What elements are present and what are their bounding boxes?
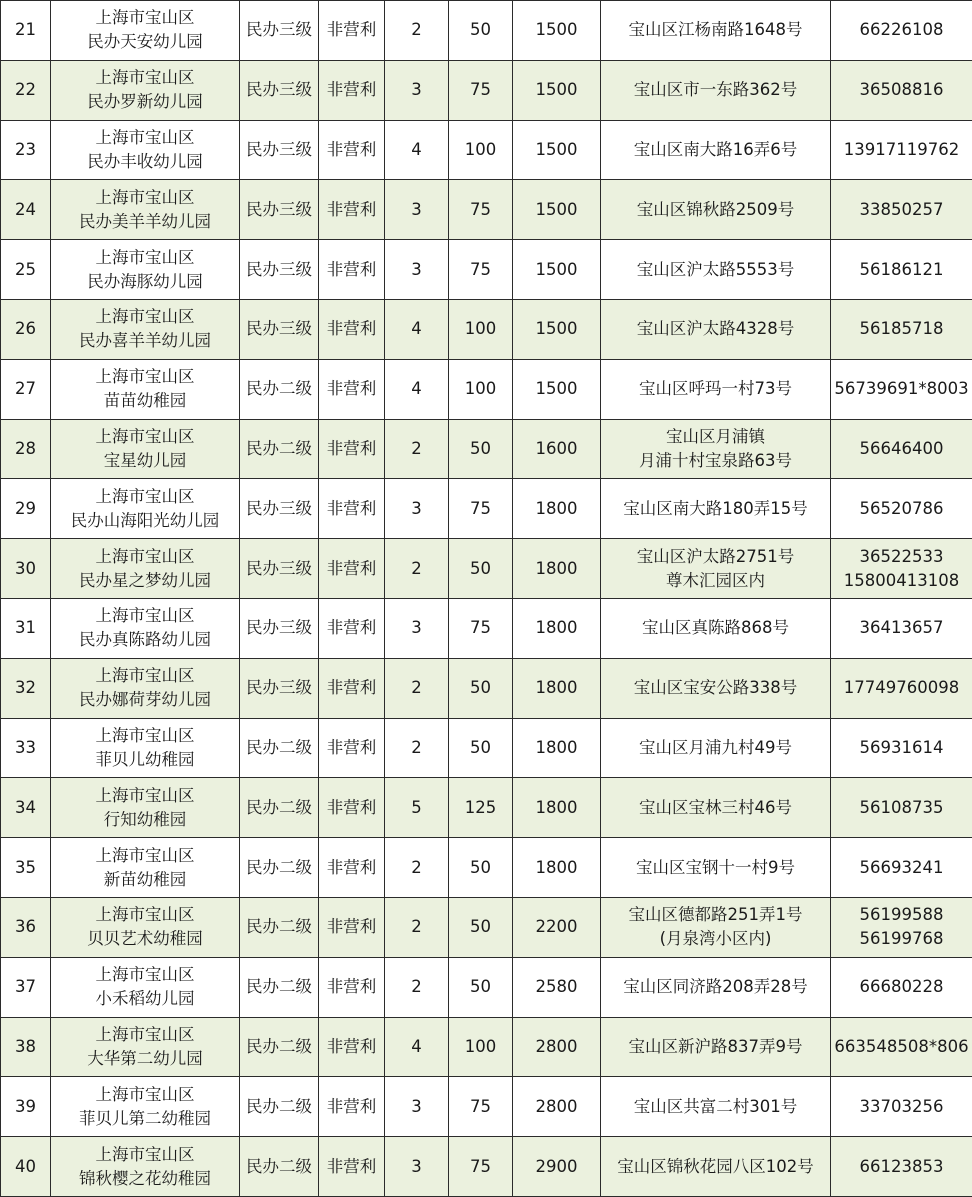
kindergarten-name-cell [51, 299, 240, 359]
table-row [1, 539, 972, 599]
kindergarten-name-cell [51, 838, 240, 898]
enrollment-capacity-cell: 50 [449, 658, 513, 718]
school-level-cell: 民办二级 [240, 838, 319, 898]
table-row [1, 1137, 972, 1197]
table-row [1, 897, 972, 957]
phone-line: 56185718 [859, 319, 944, 339]
phone-cell [831, 897, 972, 957]
school-level-cell: 民办三级 [240, 180, 319, 240]
phone-cell [831, 658, 972, 718]
school-level-cell: 民办二级 [240, 897, 319, 957]
kindergarten-name-line: 上海市宝山区 [95, 1144, 195, 1164]
address-line: 宝山区宝林三村46号 [639, 797, 792, 817]
phone-line: 56108735 [859, 797, 944, 817]
row-number-cell: 38 [1, 1017, 51, 1077]
table-row [1, 598, 972, 658]
school-level-cell: 民办二级 [240, 1077, 319, 1137]
class-count-cell: 4 [385, 1017, 449, 1077]
phone-line: 56693241 [859, 857, 944, 877]
kindergarten-name-line: 锦秋樱之花幼稚园 [79, 1168, 211, 1188]
kindergarten-name-line: 民办海豚幼儿园 [87, 271, 203, 291]
profit-type-cell: 非营利 [319, 120, 385, 180]
kindergarten-name-line: 民办罗新幼儿园 [87, 92, 203, 112]
class-count-cell: 2 [385, 1, 449, 61]
kindergarten-name-cell [51, 60, 240, 120]
kindergarten-name-line: 上海市宝山区 [95, 725, 195, 745]
enrollment-capacity-cell: 50 [449, 718, 513, 778]
address-cell [601, 180, 831, 240]
monthly-fee-cell: 1500 [513, 60, 601, 120]
enrollment-capacity-cell: 50 [449, 897, 513, 957]
address-line: 宝山区呼玛一村73号 [639, 379, 792, 399]
kindergarten-name-cell [51, 658, 240, 718]
profit-type-cell: 非营利 [319, 838, 385, 898]
school-level-cell: 民办二级 [240, 1137, 319, 1197]
kindergarten-name-line: 上海市宝山区 [95, 845, 195, 865]
class-count-cell: 3 [385, 180, 449, 240]
phone-line: 66123853 [859, 1156, 944, 1176]
address-cell [601, 718, 831, 778]
address-line: 宝山区南大路16弄6号 [633, 139, 798, 159]
kindergarten-name-line: 上海市宝山区 [95, 307, 195, 327]
table-row [1, 60, 972, 120]
address-cell [601, 658, 831, 718]
class-count-cell: 3 [385, 60, 449, 120]
profit-type-cell: 非营利 [319, 299, 385, 359]
class-count-cell: 2 [385, 539, 449, 599]
address-cell [601, 1, 831, 61]
kindergarten-name-line: 上海市宝山区 [95, 785, 195, 805]
monthly-fee-cell: 1600 [513, 419, 601, 479]
phone-line: 56199768 [859, 929, 944, 949]
class-count-cell: 2 [385, 957, 449, 1017]
monthly-fee-cell: 1800 [513, 479, 601, 539]
row-number-cell: 35 [1, 838, 51, 898]
school-level-cell: 民办三级 [240, 1, 319, 61]
row-number-cell: 28 [1, 419, 51, 479]
profit-type-cell: 非营利 [319, 539, 385, 599]
phone-cell [831, 1, 972, 61]
class-count-cell: 3 [385, 598, 449, 658]
kindergarten-name-line: 上海市宝山区 [95, 1084, 195, 1104]
enrollment-capacity-cell: 125 [449, 778, 513, 838]
monthly-fee-cell: 1500 [513, 240, 601, 300]
profit-type-cell: 非营利 [319, 60, 385, 120]
profit-type-cell: 非营利 [319, 1137, 385, 1197]
address-line: 宝山区月浦九村49号 [639, 737, 792, 757]
monthly-fee-cell: 1500 [513, 1, 601, 61]
phone-line: 36508816 [859, 80, 944, 100]
kindergarten-name-line: 上海市宝山区 [95, 1024, 195, 1044]
kindergarten-name-line: 上海市宝山区 [95, 187, 195, 207]
phone-line: 56520786 [859, 498, 944, 518]
monthly-fee-cell: 1500 [513, 359, 601, 419]
class-count-cell: 2 [385, 718, 449, 778]
kindergarten-name-line: 上海市宝山区 [95, 606, 195, 626]
kindergarten-name-line: 民办天安幼儿园 [87, 32, 203, 52]
kindergarten-name-line: 民办美羊羊幼儿园 [79, 211, 211, 231]
row-number-cell: 40 [1, 1137, 51, 1197]
kindergarten-name-line: 民办喜羊羊幼儿园 [79, 331, 211, 351]
address-cell [601, 539, 831, 599]
phone-line: 36413657 [859, 618, 944, 638]
kindergarten-name-cell [51, 778, 240, 838]
table-row [1, 838, 972, 898]
kindergarten-name-cell [51, 240, 240, 300]
kindergarten-name-cell [51, 120, 240, 180]
row-number-cell: 24 [1, 180, 51, 240]
row-number-cell: 39 [1, 1077, 51, 1137]
row-number-cell: 31 [1, 598, 51, 658]
profit-type-cell: 非营利 [319, 897, 385, 957]
phone-line: 56646400 [859, 438, 944, 458]
kindergarten-name-line: 菲贝儿第二幼稚园 [79, 1108, 211, 1128]
row-number-cell: 22 [1, 60, 51, 120]
phone-line: 15800413108 [843, 570, 960, 590]
kindergarten-name-line: 大华第二幼儿园 [87, 1048, 203, 1068]
enrollment-capacity-cell: 100 [449, 1017, 513, 1077]
row-number-cell: 30 [1, 539, 51, 599]
phone-cell [831, 598, 972, 658]
school-level-cell: 民办二级 [240, 718, 319, 778]
monthly-fee-cell: 2800 [513, 1017, 601, 1077]
table-row [1, 658, 972, 718]
kindergarten-name-cell [51, 1137, 240, 1197]
phone-cell [831, 957, 972, 1017]
address-line: 宝山区市一东路362号 [633, 80, 798, 100]
address-cell [601, 419, 831, 479]
enrollment-capacity-cell: 50 [449, 957, 513, 1017]
kindergarten-name-line: 行知幼稚园 [103, 809, 187, 829]
kindergarten-name-line: 民办娜荷芽幼儿园 [79, 690, 211, 710]
monthly-fee-cell: 1800 [513, 838, 601, 898]
monthly-fee-cell: 1800 [513, 778, 601, 838]
address-cell [601, 897, 831, 957]
class-count-cell: 4 [385, 299, 449, 359]
table-row [1, 1077, 972, 1137]
phone-line: 56739691*8003 [834, 379, 969, 399]
table-row [1, 419, 972, 479]
address-cell [601, 1137, 831, 1197]
row-number-cell: 25 [1, 240, 51, 300]
kindergarten-name-line: 小禾稻幼儿园 [95, 989, 195, 1009]
school-level-cell: 民办二级 [240, 359, 319, 419]
phone-line: 56931614 [859, 737, 944, 757]
row-number-cell: 21 [1, 1, 51, 61]
school-level-cell: 民办三级 [240, 479, 319, 539]
school-level-cell: 民办二级 [240, 778, 319, 838]
row-number-cell: 37 [1, 957, 51, 1017]
phone-line: 66680228 [859, 977, 944, 997]
row-number-cell: 27 [1, 359, 51, 419]
kindergarten-name-line: 上海市宝山区 [95, 68, 195, 88]
row-number-cell: 33 [1, 718, 51, 778]
table-body [1, 1, 972, 1197]
phone-line: 66226108 [859, 20, 944, 40]
address-line: 宝山区德都路251弄1号 [628, 905, 803, 925]
kindergarten-name-line: 上海市宝山区 [95, 426, 195, 446]
enrollment-capacity-cell: 100 [449, 359, 513, 419]
phone-line: 663548508*806 [834, 1036, 969, 1056]
kindergarten-name-line: 民办星之梦幼儿园 [79, 570, 211, 590]
class-count-cell: 3 [385, 1077, 449, 1137]
address-cell [601, 359, 831, 419]
address-line: 宝山区共富二村301号 [633, 1096, 798, 1116]
kindergarten-name-cell [51, 1, 240, 61]
address-line: 宝山区锦秋花园八区102号 [617, 1156, 814, 1176]
row-number-cell: 34 [1, 778, 51, 838]
address-line: 宝山区月浦镇 [666, 426, 765, 446]
phone-cell [831, 180, 972, 240]
enrollment-capacity-cell: 50 [449, 838, 513, 898]
monthly-fee-cell: 1800 [513, 718, 601, 778]
phone-cell [831, 1077, 972, 1137]
monthly-fee-cell: 2900 [513, 1137, 601, 1197]
profit-type-cell: 非营利 [319, 419, 385, 479]
school-level-cell: 民办二级 [240, 1017, 319, 1077]
table-row [1, 718, 972, 778]
class-count-cell: 4 [385, 359, 449, 419]
address-cell [601, 598, 831, 658]
kindergarten-name-line: 贝贝艺术幼稚园 [87, 929, 203, 949]
school-level-cell: 民办三级 [240, 299, 319, 359]
school-level-cell: 民办三级 [240, 598, 319, 658]
school-level-cell: 民办二级 [240, 419, 319, 479]
row-number-cell: 32 [1, 658, 51, 718]
kindergarten-name-line: 民办丰收幼儿园 [87, 151, 203, 171]
profit-type-cell: 非营利 [319, 479, 385, 539]
table-row [1, 1, 972, 61]
kindergarten-name-cell [51, 957, 240, 1017]
address-line: 宝山区宝钢十一村9号 [636, 857, 795, 877]
kindergarten-name-cell [51, 1017, 240, 1077]
kindergarten-name-cell [51, 419, 240, 479]
phone-cell [831, 60, 972, 120]
table-row [1, 957, 972, 1017]
monthly-fee-cell: 1500 [513, 180, 601, 240]
enrollment-capacity-cell: 100 [449, 299, 513, 359]
phone-cell [831, 1137, 972, 1197]
kindergarten-name-cell [51, 897, 240, 957]
kindergarten-name-cell [51, 539, 240, 599]
address-line: 宝山区真陈路868号 [642, 618, 789, 638]
kindergarten-name-line: 上海市宝山区 [95, 8, 195, 28]
kindergarten-name-line: 上海市宝山区 [95, 666, 195, 686]
kindergarten-name-line: 苗苗幼稚园 [103, 391, 187, 411]
phone-cell [831, 1017, 972, 1077]
kindergarten-name-line: 上海市宝山区 [95, 486, 195, 506]
kindergarten-name-line: 上海市宝山区 [95, 905, 195, 925]
monthly-fee-cell: 2200 [513, 897, 601, 957]
enrollment-capacity-cell: 75 [449, 598, 513, 658]
row-number-cell: 29 [1, 479, 51, 539]
kindergarten-name-line: 上海市宝山区 [95, 127, 195, 147]
table-row [1, 359, 972, 419]
enrollment-capacity-cell: 100 [449, 120, 513, 180]
row-number-cell: 23 [1, 120, 51, 180]
address-cell [601, 1017, 831, 1077]
address-line: 宝山区沪太路4328号 [636, 319, 795, 339]
row-number-cell: 36 [1, 897, 51, 957]
phone-cell [831, 120, 972, 180]
address-cell [601, 240, 831, 300]
monthly-fee-cell: 2800 [513, 1077, 601, 1137]
profit-type-cell: 非营利 [319, 359, 385, 419]
school-level-cell: 民办三级 [240, 539, 319, 599]
school-level-cell: 民办三级 [240, 60, 319, 120]
kindergarten-name-line: 新苗幼稚园 [103, 869, 187, 889]
enrollment-capacity-cell: 50 [449, 419, 513, 479]
class-count-cell: 2 [385, 897, 449, 957]
kindergarten-name-cell [51, 479, 240, 539]
monthly-fee-cell: 1800 [513, 539, 601, 599]
profit-type-cell: 非营利 [319, 1077, 385, 1137]
class-count-cell: 2 [385, 419, 449, 479]
profit-type-cell: 非营利 [319, 778, 385, 838]
address-line: 月浦十村宝泉路63号 [639, 450, 792, 470]
kindergarten-name-line: 宝星幼儿园 [103, 450, 187, 470]
monthly-fee-cell: 2580 [513, 957, 601, 1017]
phone-line: 13917119762 [843, 139, 960, 159]
address-line: 宝山区新沪路837弄9号 [628, 1036, 803, 1056]
address-cell [601, 479, 831, 539]
phone-cell [831, 539, 972, 599]
address-cell [601, 778, 831, 838]
address-cell [601, 120, 831, 180]
class-count-cell: 5 [385, 778, 449, 838]
phone-line: 17749760098 [843, 678, 960, 698]
class-count-cell: 3 [385, 1137, 449, 1197]
profit-type-cell: 非营利 [319, 598, 385, 658]
table-row [1, 778, 972, 838]
profit-type-cell: 非营利 [319, 718, 385, 778]
class-count-cell: 2 [385, 838, 449, 898]
kindergarten-name-line: 菲贝儿幼稚园 [95, 749, 195, 769]
monthly-fee-cell: 1800 [513, 598, 601, 658]
table-row [1, 299, 972, 359]
address-line: 宝山区同济路208弄28号 [623, 977, 808, 997]
address-cell [601, 957, 831, 1017]
class-count-cell: 3 [385, 240, 449, 300]
address-line: (月泉湾小区内) [659, 929, 772, 949]
address-cell [601, 838, 831, 898]
enrollment-capacity-cell: 75 [449, 479, 513, 539]
enrollment-capacity-cell: 75 [449, 1077, 513, 1137]
profit-type-cell: 非营利 [319, 1, 385, 61]
kindergarten-name-line: 上海市宝山区 [95, 965, 195, 985]
enrollment-capacity-cell: 75 [449, 60, 513, 120]
address-line: 宝山区锦秋路2509号 [636, 199, 795, 219]
school-level-cell: 民办三级 [240, 658, 319, 718]
school-level-cell: 民办二级 [240, 957, 319, 1017]
table-row [1, 240, 972, 300]
monthly-fee-cell: 1500 [513, 299, 601, 359]
phone-line: 56186121 [859, 259, 944, 279]
address-cell [601, 299, 831, 359]
address-line: 宝山区江杨南路1648号 [628, 20, 803, 40]
phone-line: 33850257 [859, 199, 944, 219]
phone-cell [831, 359, 972, 419]
phone-cell [831, 299, 972, 359]
address-line: 尊木汇园区内 [666, 570, 765, 590]
school-level-cell: 民办三级 [240, 240, 319, 300]
table-row [1, 479, 972, 539]
phone-cell [831, 838, 972, 898]
enrollment-capacity-cell: 50 [449, 539, 513, 599]
address-cell [601, 60, 831, 120]
profit-type-cell: 非营利 [319, 1017, 385, 1077]
kindergarten-name-line: 上海市宝山区 [95, 367, 195, 387]
profit-type-cell: 非营利 [319, 658, 385, 718]
kindergarten-name-cell [51, 1077, 240, 1137]
kindergarten-name-line: 民办真陈路幼儿园 [79, 630, 211, 650]
kindergarten-name-cell [51, 718, 240, 778]
profit-type-cell: 非营利 [319, 240, 385, 300]
class-count-cell: 2 [385, 658, 449, 718]
profit-type-cell: 非营利 [319, 957, 385, 1017]
kindergarten-name-cell [51, 598, 240, 658]
phone-cell [831, 778, 972, 838]
address-line: 宝山区沪太路5553号 [636, 259, 795, 279]
address-line: 宝山区宝安公路338号 [633, 678, 798, 698]
kindergarten-name-cell [51, 180, 240, 240]
enrollment-capacity-cell: 75 [449, 1137, 513, 1197]
phone-line: 56199588 [859, 905, 944, 925]
enrollment-capacity-cell: 50 [449, 1, 513, 61]
kindergarten-name-cell [51, 359, 240, 419]
address-cell [601, 1077, 831, 1137]
address-line: 宝山区南大路180弄15号 [623, 498, 808, 518]
class-count-cell: 4 [385, 120, 449, 180]
enrollment-capacity-cell: 75 [449, 240, 513, 300]
kindergarten-name-line: 民办山海阳光幼儿园 [70, 510, 220, 530]
row-number-cell: 26 [1, 299, 51, 359]
phone-cell [831, 479, 972, 539]
monthly-fee-cell: 1500 [513, 120, 601, 180]
kindergarten-name-line: 上海市宝山区 [95, 546, 195, 566]
phone-cell [831, 240, 972, 300]
phone-cell [831, 718, 972, 778]
phone-line: 36522533 [859, 546, 944, 566]
enrollment-capacity-cell: 75 [449, 180, 513, 240]
profit-type-cell: 非营利 [319, 180, 385, 240]
phone-cell [831, 419, 972, 479]
phone-line: 33703256 [859, 1096, 944, 1116]
monthly-fee-cell: 1800 [513, 658, 601, 718]
table-row [1, 120, 972, 180]
kindergarten-name-line: 上海市宝山区 [95, 247, 195, 267]
table-row [1, 1017, 972, 1077]
address-line: 宝山区沪太路2751号 [636, 546, 795, 566]
table-row [1, 180, 972, 240]
school-level-cell: 民办三级 [240, 120, 319, 180]
class-count-cell: 3 [385, 479, 449, 539]
